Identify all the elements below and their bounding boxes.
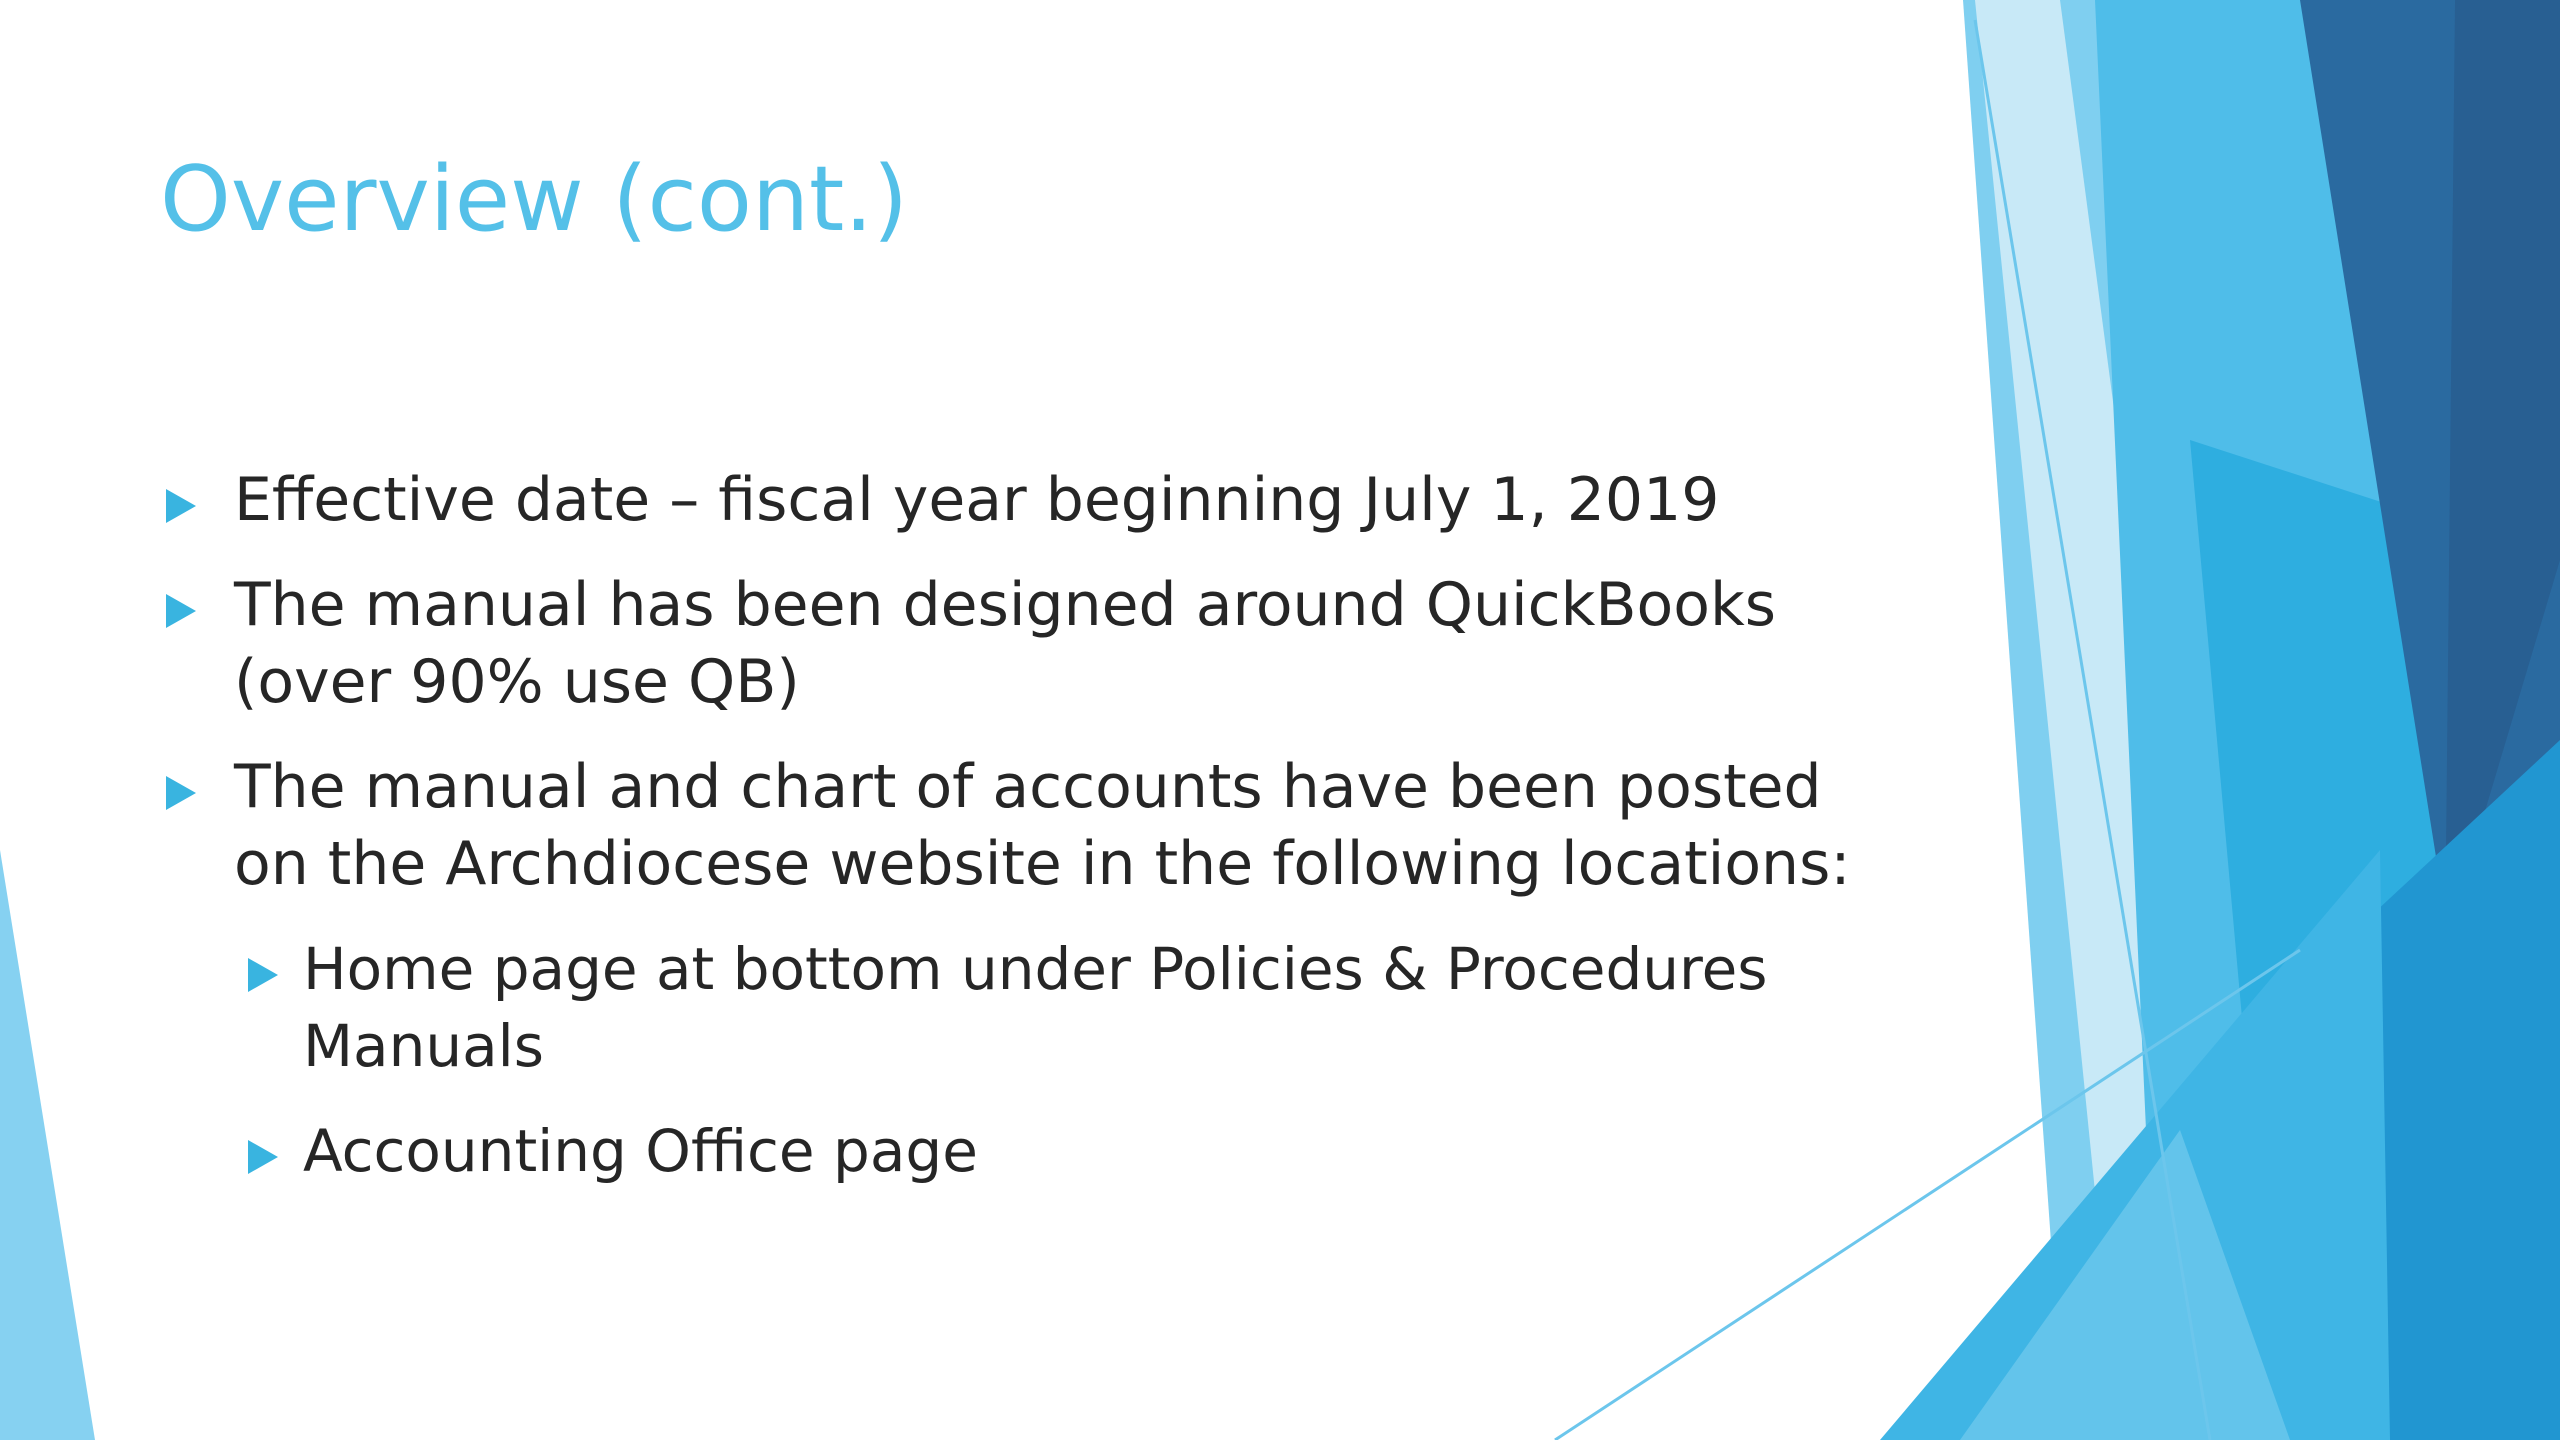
sub-bullet-arrow-icon [248, 1140, 278, 1174]
sub-bullet-arrow-icon [248, 958, 278, 992]
sub-bullet-text: Accounting Office page [303, 1117, 978, 1185]
bullet-text: Effective date – fiscal year beginning July 1, 2019 [234, 465, 1720, 535]
sub-bullet-text: Home page at bottom under Policies & Procedures Manuals [303, 935, 1768, 1080]
bullet-arrow-icon [166, 594, 196, 628]
bullet-item [160, 567, 1880, 721]
left-edge-facet [0, 850, 95, 1440]
sub-bullet-item [245, 1113, 1880, 1190]
bullet-text: The manual has been designed around QuickBooks (over 90% use QB) [234, 570, 1776, 717]
bullet-arrow-icon [166, 489, 196, 523]
bullet-item [160, 462, 1880, 539]
sub-bullet-item [245, 931, 1880, 1085]
bullet-text: The manual and chart of accounts have been posted on the Archdiocese website in the following locations: [234, 752, 1851, 899]
bullet-arrow-icon [166, 776, 196, 810]
slide-title: Overview (cont.) [160, 147, 909, 252]
bullet-item [160, 749, 1880, 903]
bullet-list [160, 462, 1880, 1218]
